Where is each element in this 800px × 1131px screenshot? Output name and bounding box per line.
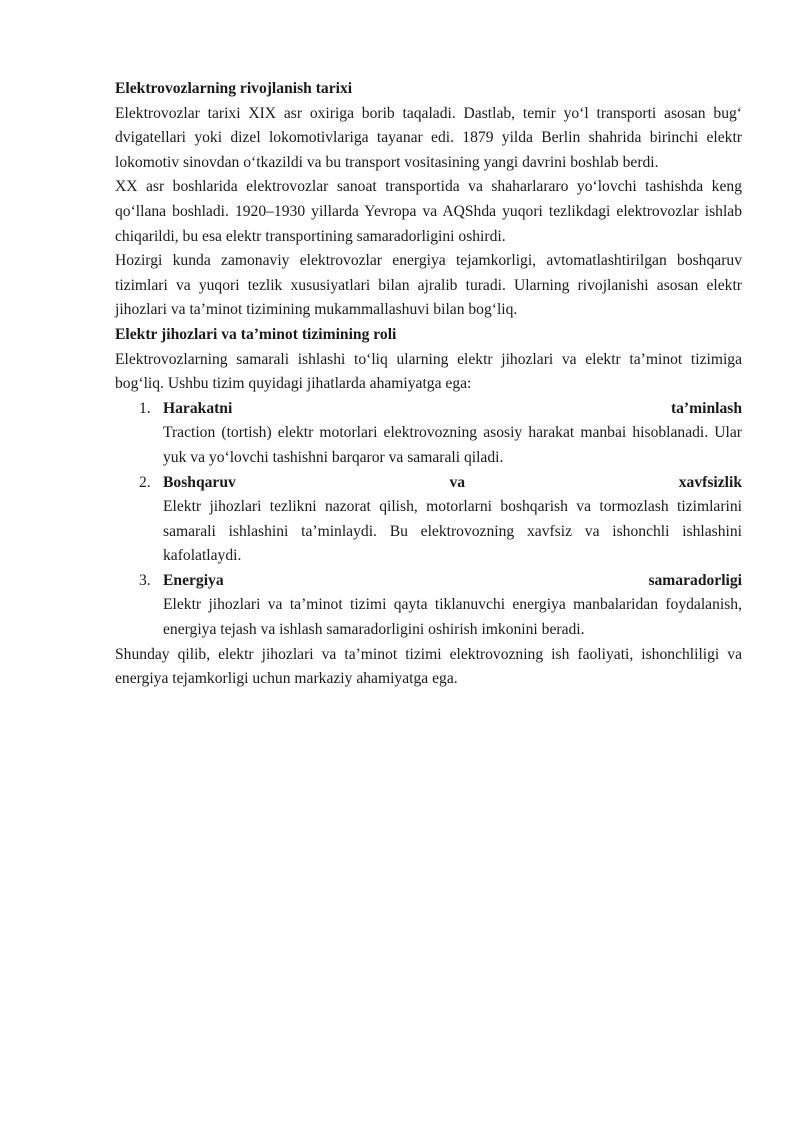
list-item-title: Harakatni ta’minlash — [163, 399, 742, 417]
list-item-body: Traction (tortish) elektr motorlari elektrovozning asosiy harakat manbai hisoblanadi. Ular yuk va yo‘lovchi tashishni barqaror va samarali qiladi. — [163, 424, 742, 466]
list-item-title: Energiya samaradorligi — [163, 571, 742, 589]
document-page — [115, 77, 742, 692]
numbered-list — [115, 397, 742, 643]
list-item-number: 2. — [139, 473, 151, 491]
paragraph-history-20th-century: XX asr boshlarida elektrovozlar sanoat transportida va shaharlararo yo‘lovchi tashishda keng qo‘llana boshladi. 1920–1930 yillarda Yevropa va AQShda yuqori tezlikdagi elektrovozlar ishlab chiqarildi, bu esa elektr transportining samaradorligini oshirdi. — [115, 178, 742, 245]
list-item-title: Boshqaruv va xavfsizlik — [163, 473, 742, 491]
paragraph-history-intro: Elektrovozlar tarixi XIX asr oxiriga borib taqaladi. Dastlab, temir yo‘l transporti asosan bug‘ dvigatellari yoki dizel lokomotivlariga tayanar edi. 1879 yilda Berlin shahrida birinchi elektr lokomotiv sinovdan o‘tkazildi va bu transport vositasining yangi davrini boshlab berdi. — [115, 104, 742, 171]
section-heading-history: Elektrovozlarning rivojlanish tarixi — [115, 80, 353, 97]
list-item — [139, 397, 742, 471]
list-item-body: Elektr jihozlari tezlikni nazorat qilish, motorlarni boshqarish va tormozlash tizimlarini samarali ishlashini ta’minlaydi. Bu elektrovozning xavfsiz va ishonchli ishlashini kafolatlaydi. — [163, 498, 742, 565]
paragraph-role-intro: Elektrovozlarning samarali ishlashi to‘liq ularning elektr jihozlari va elektr ta’minot tizimiga bog‘liq. Ushbu tizim quyidagi jihatlarda ahamiyatga ega: — [115, 350, 742, 393]
paragraph-conclusion: Shunday qilib, elektr jihozlari va ta’minot tizimi elektrovozning ish faoliyati, ishonchliligi va energiya tejamkorligi uchun markaziy ahamiyatga ega. — [115, 645, 742, 688]
list-item — [139, 471, 742, 569]
list-item-body: Elektr jihozlari va ta’minot tizimi qayta tiklanuvchi energiya manbalaridan foydalanish, energiya tejash va ishlash samaradorligini oshirish imkonini beradi. — [163, 596, 742, 639]
list-item — [139, 569, 742, 643]
paragraph-history-modern: Hozirgi kunda zamonaviy elektrovozlar energiya tejamkorligi, avtomatlashtirilgan boshqaruv tizimlari va yuqori tezlik xususiyatlari bilan ajralib turadi. Ularning rivojlanishi asosan elektr jihozlari va ta’minot tizimining mukammallashuvi bilan bog‘liq. — [115, 252, 742, 319]
list-item-number: 3. — [139, 571, 151, 589]
list-item-number: 1. — [139, 399, 151, 417]
section-heading-role: Elektr jihozlari va ta’minot tizimining roli — [115, 325, 397, 343]
